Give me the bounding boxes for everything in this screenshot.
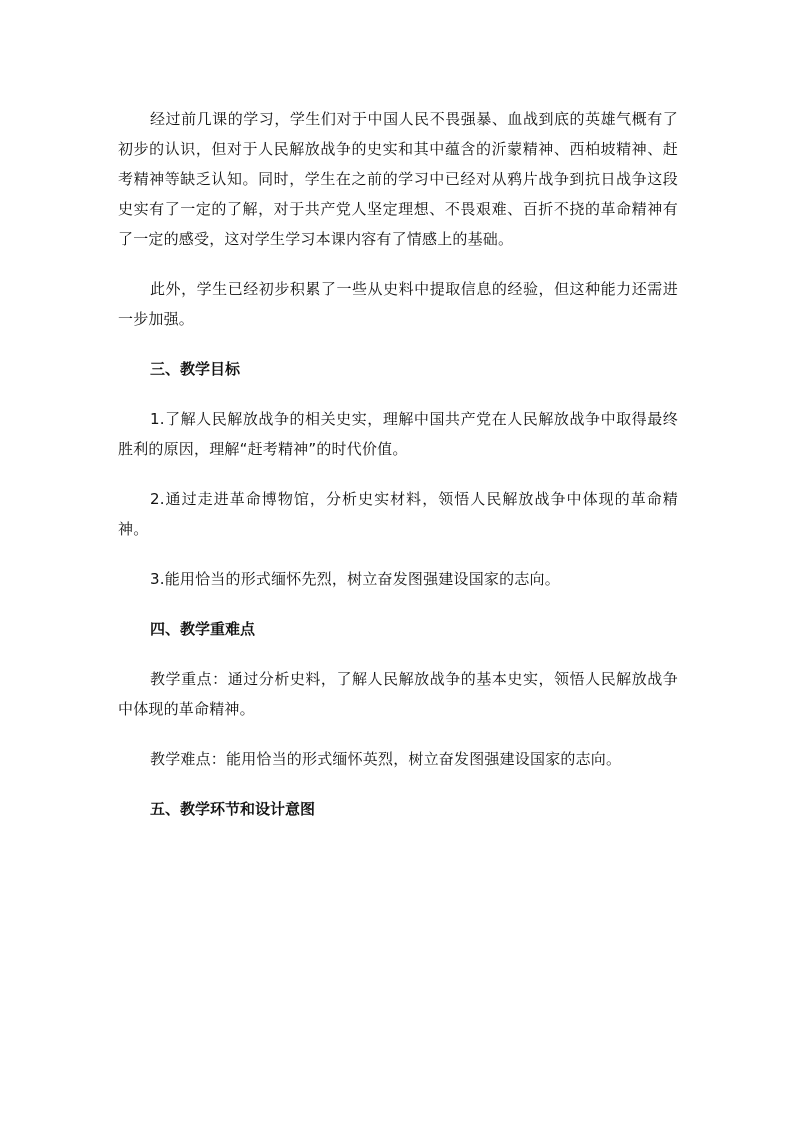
key-point-text: 教学重点：通过分析史料，了解人民解放战争的基本史实，领悟人民解放战争中体现的革命精神。 (118, 670, 678, 718)
goal-item-2: 2.通过走进革命博物馆，分析史实材料，领悟人民解放战争中体现的革命精神。 (118, 490, 678, 538)
paragraph-student-skills: 此外，学生已经初步积累了一些从史料中提取信息的经验，但这种能力还需进一步加强。 (118, 280, 678, 328)
difficult-point-text: 教学难点：能用恰当的形式缅怀英烈，树立奋发图强建设国家的志向。 (150, 750, 622, 768)
paragraph-student-background: 经过前几课的学习，学生们对于中国人民不畏强暴、血战到底的英雄气概有了初步的认识，但对于人民解放战争的史实和其中蕴含的沂蒙精神、西柏坡精神、赶考精神等缺乏认知。同时，学生在之前的学习中已经对从鸦片战争到抗日战争这段史实有了一定的了解，对于共产党人坚定理想、不畏艰难、百折不挠的革命精神有了一定的感受，这对学生学习本课内容有了情感上的基础。 (118, 110, 678, 248)
document-body (118, 104, 678, 824)
section-heading-teaching-steps: 五、教学环节和设计意图 (150, 800, 316, 818)
section-heading-teaching-goals: 三、教学目标 (150, 360, 241, 378)
goal-item-1: 1.了解人民解放战争的相关史实，理解中国共产党在人民解放战争中取得最终胜利的原因，理解“赶考精神”的时代价值。 (118, 410, 678, 458)
goal-item-3: 3.能用恰当的形式缅怀先烈，树立奋发图强建设国家的志向。 (150, 570, 560, 588)
section-heading-key-difficult-points: 四、教学重难点 (150, 620, 256, 638)
